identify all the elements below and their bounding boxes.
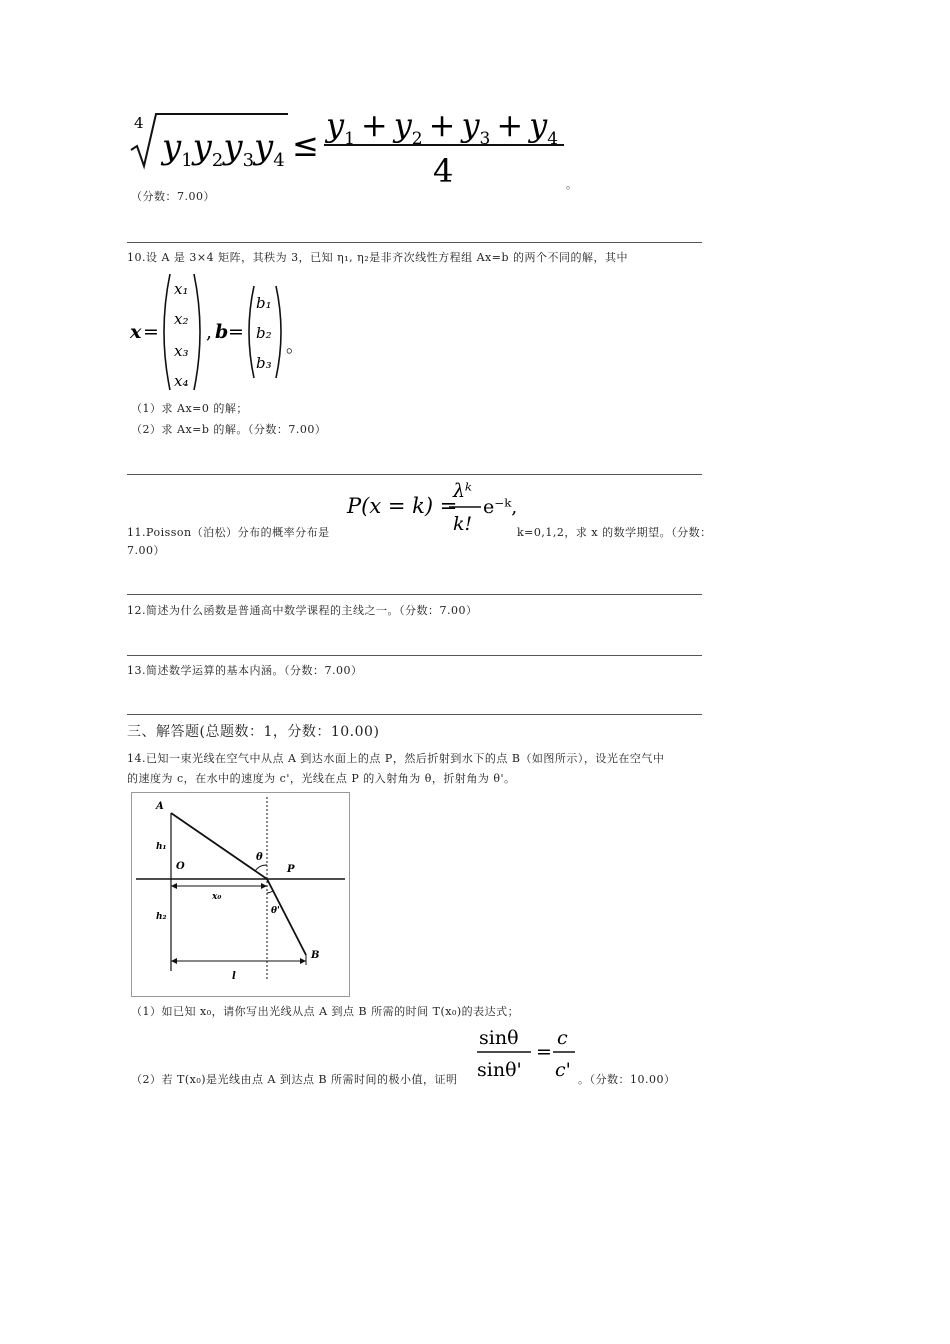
right-paren-icon xyxy=(194,274,200,390)
q13-text: 13.简述数学运算的基本内涵。（分数：7.00） xyxy=(127,664,363,677)
left-paren-icon xyxy=(249,286,254,378)
c-prime-denominator: c' xyxy=(555,1059,571,1081)
q11-exp: e⁻ᵏ, xyxy=(483,496,518,518)
refracted-ray xyxy=(267,879,306,955)
x-vector-label: x xyxy=(130,321,142,343)
x-entry: x₁ xyxy=(174,280,189,298)
leq-sign: ≤ xyxy=(292,126,319,164)
x-entry: x₃ xyxy=(174,342,189,360)
equals-sign: = xyxy=(536,1041,552,1063)
refraction-diagram xyxy=(132,793,349,996)
sin-theta-prime-denominator: sinθ' xyxy=(477,1059,522,1081)
q11-text-line2: 7.00） xyxy=(127,544,165,557)
radicand: $y_1y_2y_3y_4$ xyxy=(162,127,285,171)
q14-ratio-formula xyxy=(477,1020,577,1084)
divider xyxy=(127,594,702,595)
q14-part2-before: （2）若 T(x₀)是光线由点 A 到达点 B 所需时间的极小值，证明 xyxy=(131,1073,458,1086)
q11-formula xyxy=(345,476,525,538)
q11-text-after: k=0,1,2，求 x 的数学期望。（分数： xyxy=(517,526,712,539)
period-mark: 。 xyxy=(286,336,304,357)
label-x0: x₀ xyxy=(212,892,222,902)
label-l: l xyxy=(232,971,236,982)
q10-matrices xyxy=(128,268,328,396)
divider xyxy=(127,242,702,243)
label-theta-prime: θ' xyxy=(271,906,280,916)
sin-theta-numerator: sinθ xyxy=(479,1027,519,1049)
b-entry: b₃ xyxy=(256,354,272,372)
c-numerator: c xyxy=(557,1027,568,1049)
q9-trailing-mark: 。 xyxy=(566,178,578,191)
left-paren-icon xyxy=(164,274,170,390)
q14-part2-after: 。（分数：10.00） xyxy=(578,1073,676,1086)
q10-stem: 10.设 A 是 3×4 矩阵，其秩为 3，已知 η₁, η₂是非齐次线性方程组 Ax=b 的两个不同的解，其中 xyxy=(127,251,629,264)
theta-prime-arc-icon xyxy=(267,891,273,893)
q10-part1: （1）求 Ax=0 的解； xyxy=(131,402,248,415)
incident-ray xyxy=(171,813,267,879)
label-o: O xyxy=(176,861,185,872)
divider xyxy=(127,474,702,475)
label-theta: θ xyxy=(256,852,263,863)
b-entry: b₁ xyxy=(256,294,272,312)
q11-denominator: k! xyxy=(453,513,473,535)
q14-line2: 的速度为 c，在水中的速度为 c'，光线在点 P 的入射角为 θ，折射角为 θ'。 xyxy=(127,772,516,785)
q9-formula-svg xyxy=(128,100,598,190)
q9-denominator: 4 xyxy=(433,152,454,190)
q11-numerator: λᵏ xyxy=(453,480,472,502)
label-h1: h₁ xyxy=(156,842,167,852)
section-title: 三、解答题(总题数：1，分数：10.00) xyxy=(127,724,380,740)
divider xyxy=(127,655,702,656)
divider xyxy=(127,714,702,715)
label-a: A xyxy=(156,801,164,812)
q14-line1: 14.已知一束光线在空气中从点 A 到达水面上的点 P，然后折射到水下的点 B（如图所示），设光在空气中 xyxy=(127,752,665,765)
equals-sign: = xyxy=(228,321,244,343)
q14-figure xyxy=(131,792,350,997)
comma: , xyxy=(206,321,213,343)
q9-numerator: $y_1 + y_2 + y_3 + y_4$ xyxy=(326,106,559,149)
label-b: B xyxy=(311,950,320,961)
q9-formula xyxy=(128,100,598,190)
theta-arc-icon xyxy=(255,865,267,871)
q11-text-before: 11.Poisson（泊松）分布的概率分布是 xyxy=(127,526,330,539)
label-p: P xyxy=(287,864,295,875)
b-entry: b₂ xyxy=(256,324,272,342)
label-h2: h₂ xyxy=(156,912,167,922)
right-paren-icon xyxy=(276,286,281,378)
equals-sign: = xyxy=(143,321,159,343)
b-vector-label: b xyxy=(215,321,229,343)
x-entry: x₂ xyxy=(174,310,189,328)
q12-text: 12.简述为什么函数是普通高中数学课程的主线之一。（分数：7.00） xyxy=(127,604,478,617)
q10-part2: （2）求 Ax=b 的解。（分数：7.00） xyxy=(131,423,327,436)
x-entry: x₄ xyxy=(174,372,189,390)
q9-score: （分数：7.00） xyxy=(131,190,215,203)
root-index: 4 xyxy=(134,114,144,132)
q11-lhs: P(x = k) = xyxy=(347,494,458,518)
q14-part1: （1）如已知 x₀，请你写出光线从点 A 到点 B 所需的时间 T(x₀)的表达式； xyxy=(131,1005,520,1018)
